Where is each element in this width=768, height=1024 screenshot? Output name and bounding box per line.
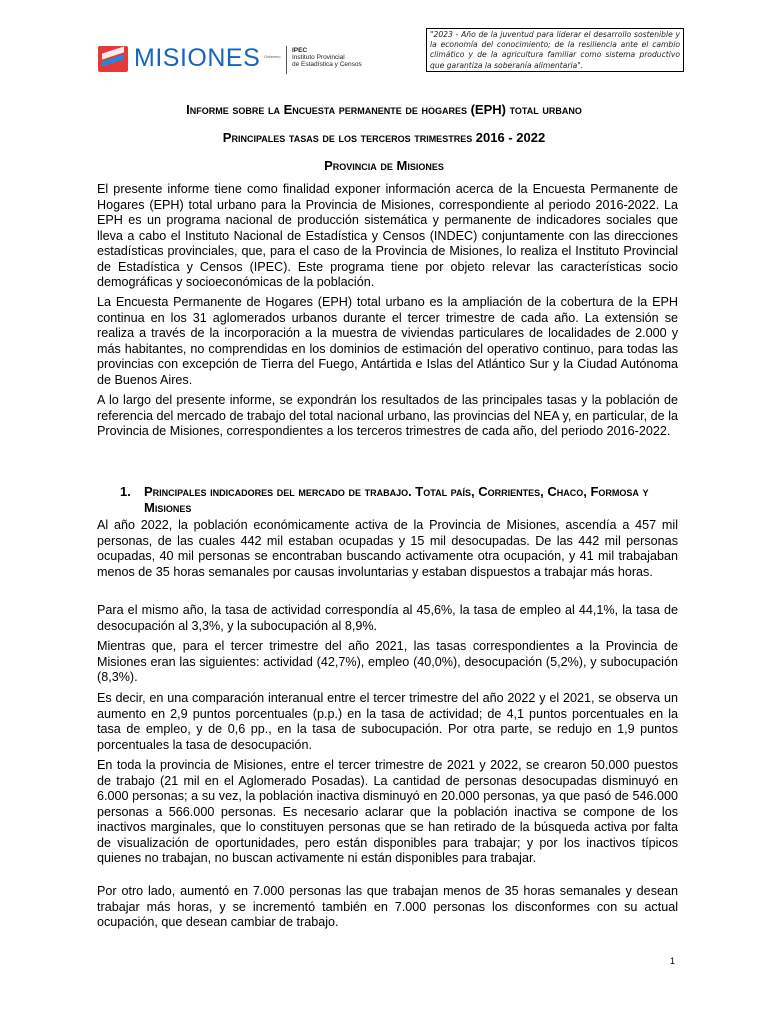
misiones-logo-text: MISIONES bbox=[134, 44, 261, 72]
logo-divider bbox=[286, 46, 287, 74]
section-title: Principales indicadores del mercado de trabajo. Total país, Corrientes, Chaco, Formosa y Misiones bbox=[144, 484, 649, 515]
year-motto-box: "2023 - Año de la juventud para liderar el desarrollo sostenible y la economía del conocimiento; de la resiliencia ante el cambio climático y de la agricultura familiar como sistema productivo que garantiza la soberanía alimentaria". bbox=[426, 28, 684, 72]
body-paragraph: Por otro lado, aumentó en 7.000 personas las que trabajan menos de 35 horas semanales y desean trabajar más horas, y se incrementó también en 7.000 personas los disconformes con su actual ocupación, que desean cambiar de trabajo. bbox=[97, 884, 678, 929]
report-subtitle: Principales tasas de los terceros trimestres 2016 - 2022 bbox=[222, 130, 546, 145]
ipec-line1: Instituto Provincial bbox=[292, 54, 345, 61]
ipec-logo bbox=[292, 47, 362, 68]
body-paragraph: Para el mismo año, la tasa de actividad correspondía al 45,6%, la tasa de empleo al 44,1%, la tasa de desocupación al 3,3%, y la subocupación al 8,9%. bbox=[97, 603, 678, 633]
body-paragraph: Al año 2022, la población económicamente activa de la Provincia de Misiones, ascendía a 457 mil personas, de las cuales 442 mil estaban ocupadas y 15 mil desocupadas. De las 442 mil personas ocupadas, 40 mil personas se encontraban buscando activamente otra ocupación, y 41 mil trabajaban menos de 35 horas semanales por causas involuntarias y estaban dispuestos a trabajar más horas. bbox=[97, 518, 678, 579]
body-paragraph: En toda la provincia de Misiones, entre el tercer trimestre de 2021 y 2022, se crearon 50.000 puestos de trabajo (21 mil en el Aglomerado Posadas). La cantidad de personas desocupadas disminuyó en 6.000 personas; a su vez, la población inactiva disminuyó en 20.000 personas, ya que pasó de 546.000 personas a 566.000 personas. Es necesario aclarar que la población inactiva se compone de los inactivos marginales, que lo constituyen personas que se han retirado de la búsqueda activa por falta de visualización de oportunidades, pero están disponibles para trabajar; y por los inactivos típicos quienes no trabajan, no buscan activamente ni están disponibles para trabajar. bbox=[97, 758, 678, 865]
page-header bbox=[96, 28, 686, 98]
ipec-line2: de Estadística y Censos bbox=[292, 61, 362, 68]
page-number: 1 bbox=[670, 956, 676, 966]
intro-paragraph: El presente informe tiene como finalidad exponer información acerca de la Encuesta Permanente de Hogares (EPH) total urbano para la Provincia de Misiones, correspondiente al periodo 2016-2022. La EPH es un programa nacional de producción sistemática y permanente de indicadores sociales que lleva a cabo el Instituto Nacional de Estadística y Censos (INDEC) conjuntamente con las direcciones estadísticas provinciales, que, para el caso de la Provincia de Misiones, lo realiza el Instituto Provincial de Estadística y Censos (IPEC). Este programa tiene por objeto relevar las características socio demográficas y socioeconómicas de la población. bbox=[97, 182, 678, 289]
body-paragraph: Es decir, en una comparación interanual entre el tercer trimestre del año 2022 y el 2021, se observa un aumento en 2,9 puntos porcentuales (p.p.) en la tasa de actividad; de 4,1 puntos porcentuales en la tasa de empleo, y de 0,6 pp., en la tasa de subocupación. Por otra parte, se redujo en 1,9 puntos porcentuales la tasa de desocupación. bbox=[97, 691, 678, 752]
report-title: Informe sobre la Encuesta permanente de hogares (EPH) total urbano bbox=[186, 102, 582, 117]
misiones-logo-icon bbox=[98, 46, 128, 72]
intro-paragraph: A lo largo del presente informe, se expondrán los resultados de las principales tasas y la población de referencia del mercado de trabajo del total nacional urbano, las provincias del NEA y, en particular, de la Provincia de Misiones, correspondientes a los terceros trimestres de cada año, del periodo 2016-2022. bbox=[97, 393, 678, 438]
body-paragraph: Mientras que, para el tercer trimestre del año 2021, las tasas correspondientes a la Provincia de Misiones eran las siguientes: actividad (42,7%), empleo (40,0%), desocupación (5,2%), y subocupación (8,3%). bbox=[97, 639, 678, 684]
section-number: 1. bbox=[120, 484, 131, 499]
intro-paragraph: La Encuesta Permanente de Hogares (EPH) total urbano es la ampliación de la cobertura de la EPH continua en los 31 aglomerados urbanos durante el tercer trimestre de cada año. La extensión se realiza a través de la incorporación a la muestra de viviendas particulares de localidades de 2.000 y más habitantes, no comprendidas en los dominios de estimación del operativo continuo, para todas las provincias con excepción de Tierra del Fuego, Antártida e Islas del Atlántico Sur y la Ciudad Autónoma de Buenos Aires. bbox=[97, 295, 678, 387]
ipec-acronym: IPEC bbox=[292, 47, 308, 54]
report-province: Provincia de Misiones bbox=[324, 158, 444, 173]
logo-subtext: Gobierno bbox=[264, 54, 281, 59]
